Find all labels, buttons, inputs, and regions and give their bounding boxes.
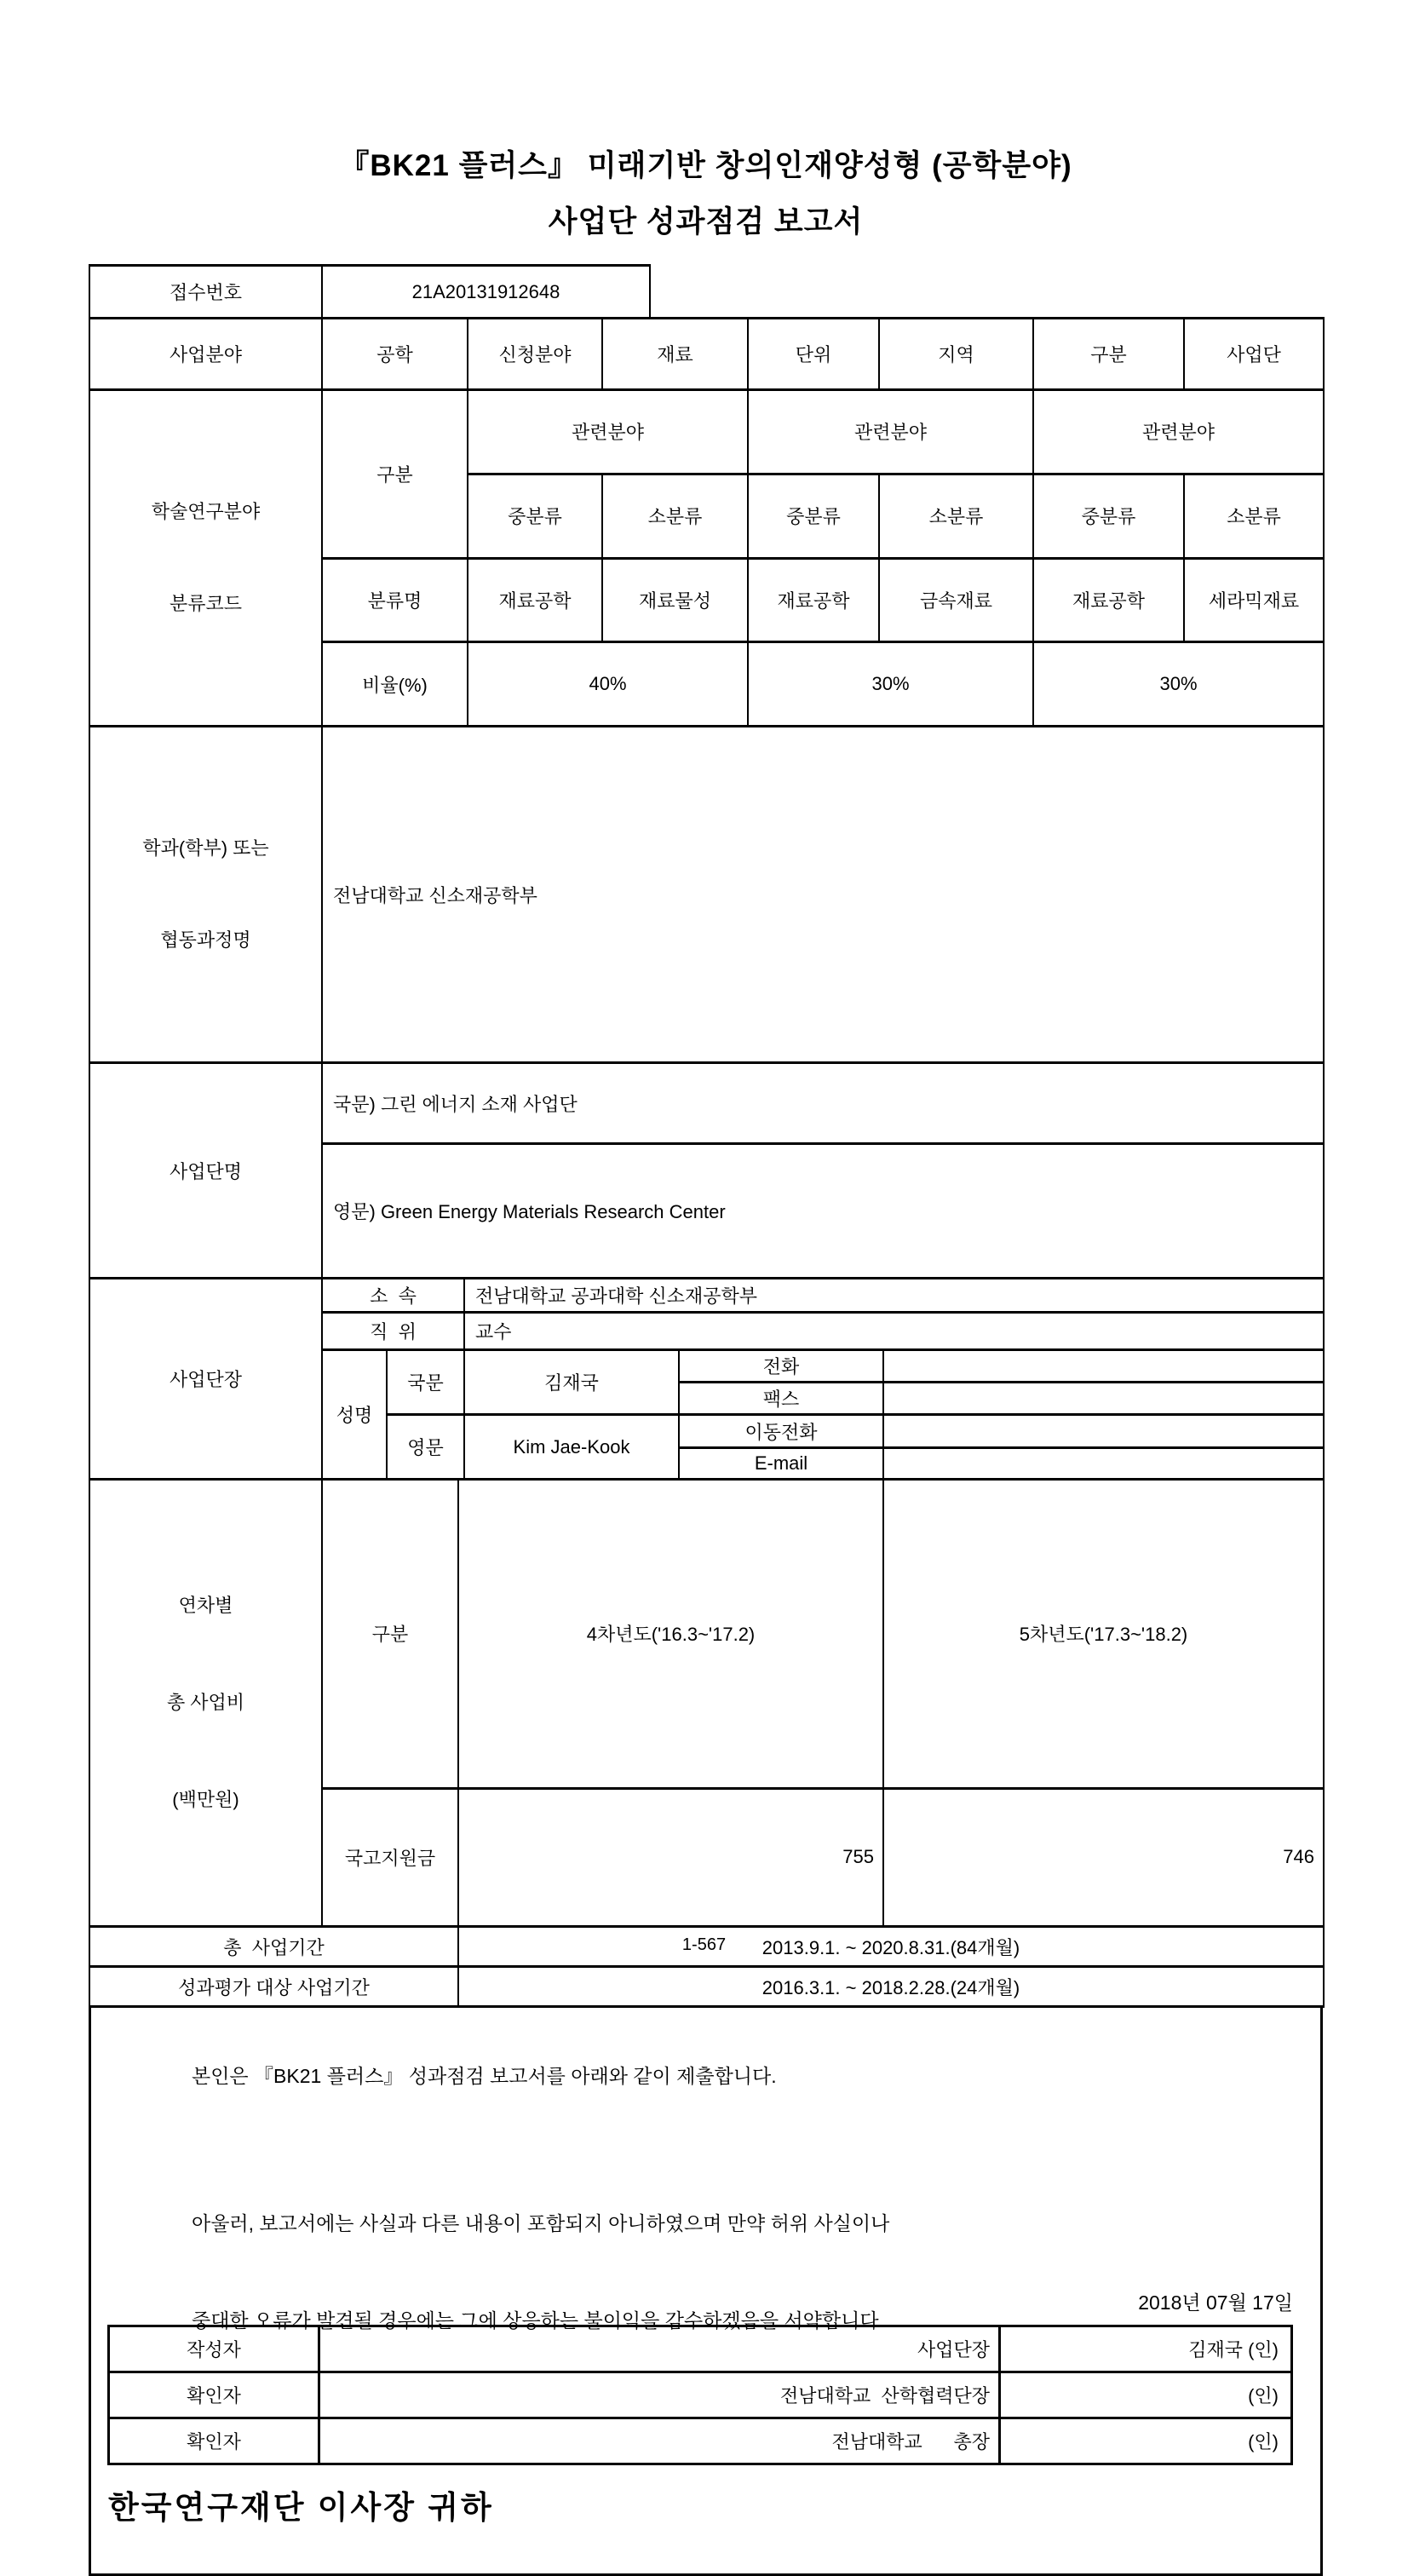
center-name-korean: 국문) 그린 에너지 소재 사업단: [322, 1063, 1324, 1144]
ratio-label: 비율(%): [322, 642, 468, 727]
ratio-value-1: 40%: [468, 642, 748, 727]
budget-gubun-label: 구분: [322, 1480, 458, 1789]
department-label: [89, 727, 322, 1063]
research-class-label-line1: 학술연구분야: [151, 501, 261, 522]
signature-table: [107, 2325, 1293, 2465]
receipt-number-label: 접수번호: [89, 266, 322, 319]
small-class-3: 소분류: [1184, 474, 1324, 558]
subsidy-year5-amount: 746: [883, 1788, 1324, 1926]
related-field-3: 관련분야: [1033, 390, 1324, 474]
small-class-1: 소분류: [602, 474, 748, 558]
eval-period-label: 성과평가 대상 사업기간: [89, 1967, 458, 2007]
fax-value: [883, 1383, 1324, 1415]
signature-row-writer: [109, 2326, 1292, 2372]
sector-value: 공학: [322, 319, 468, 390]
signature-row-confirmer-2: [109, 2418, 1292, 2464]
department-label-line1: 학과(학부) 또는: [142, 837, 269, 859]
total-period-value: 2013.9.1. ~ 2020.8.31.(84개월): [458, 1927, 1324, 1967]
writer-title: 사업단장: [319, 2326, 1000, 2372]
phone-label: 전화: [679, 1350, 883, 1383]
class-name-5: 재료공학: [1033, 558, 1184, 642]
ratio-value-3: 30%: [1033, 642, 1324, 727]
confirmer1-title: 전남대학교 산학협력단장: [319, 2372, 1000, 2418]
mid-class-1: 중분류: [468, 474, 602, 558]
subsidy-label: 국고지원금: [322, 1788, 458, 1926]
unit-value: 지역: [879, 319, 1033, 390]
total-period-label: 총 사업기간: [89, 1927, 458, 1967]
class-name-2: 재료물성: [602, 558, 748, 642]
eval-period-value: 2016.3.1. ~ 2018.2.28.(24개월): [458, 1967, 1324, 2007]
class-gubun-label: 구분: [322, 390, 468, 559]
name-label: 성명: [322, 1350, 387, 1480]
center-name-label: 사업단명: [89, 1063, 322, 1279]
class-name-6: 세라믹재료: [1184, 558, 1324, 642]
korean-name-label: 국문: [387, 1350, 464, 1415]
class-name-1: 재료공학: [468, 558, 602, 642]
form-content: [89, 264, 1323, 2576]
subsidy-year4-amount: 755: [458, 1788, 883, 1926]
sector-label: 사업분야: [89, 319, 322, 390]
title-line-1: 『BK21 플러스』 미래기반 창의인재양성형 (공학분야): [339, 149, 1072, 182]
director-table: [89, 1277, 1325, 1481]
declaration-box: [89, 2005, 1323, 2576]
division-value: 사업단: [1184, 319, 1324, 390]
title-line-2: 사업단 성과점검 보고서: [548, 205, 864, 239]
apply-field-label: 신청분야: [468, 319, 602, 390]
writer-sign: 김재국 (인): [1000, 2326, 1292, 2372]
apply-field-value: 재료: [602, 319, 748, 390]
document-title: [89, 138, 1323, 250]
fax-label: 팩스: [679, 1383, 883, 1415]
phone-value: [883, 1350, 1324, 1383]
declaration-paragraph-2-line1: 아울러, 보고서에는 사실과 다른 내용이 포함되지 아니하였으며 만약 허위 사실이나: [192, 2212, 890, 2234]
center-name-table: [89, 1061, 1325, 1279]
budget-label-line3: (백만원): [172, 1789, 239, 1810]
budget-year5-header: 5차년도('17.3~'18.2): [883, 1480, 1324, 1789]
research-class-label: [89, 390, 322, 727]
budget-label-line2: 총 사업비: [166, 1692, 245, 1713]
ratio-value-2: 30%: [748, 642, 1033, 727]
department-label-line2: 협동과정명: [160, 929, 251, 951]
position-value: 교수: [464, 1313, 1324, 1350]
director-label: 사업단장: [89, 1279, 322, 1480]
center-name-english: 영문) Green Energy Materials Research Center: [322, 1144, 1324, 1279]
email-label: E-mail: [679, 1448, 883, 1480]
english-name-value: Kim Jae-Kook: [464, 1415, 679, 1480]
receipt-table: [89, 264, 651, 319]
related-field-2: 관련분야: [748, 390, 1033, 474]
eval-period-table: [89, 1965, 1325, 2008]
writer-role-label: 작성자: [109, 2326, 319, 2372]
confirmer1-role-label: 확인자: [109, 2372, 319, 2418]
signature-row-confirmer-1: [109, 2372, 1292, 2418]
budget-label-line1: 연차별: [178, 1595, 233, 1616]
mid-class-2: 중분류: [748, 474, 879, 558]
budget-table: [89, 1478, 1325, 1928]
addressee-line: 한국연구재단 이사장 귀하: [108, 2490, 494, 2525]
english-name-label: 영문: [387, 1415, 464, 1480]
class-name-label: 분류명: [322, 558, 468, 642]
position-label: 직 위: [322, 1313, 464, 1350]
declaration-date: 2018년 07월 17일: [1138, 2291, 1293, 2314]
confirmer1-sign: (인): [1000, 2372, 1292, 2418]
class-name-4: 금속재료: [879, 558, 1033, 642]
related-field-1: 관련분야: [468, 390, 748, 474]
budget-year4-header: 4차년도('16.3~'17.2): [458, 1480, 883, 1789]
unit-label: 단위: [748, 319, 879, 390]
mobile-label: 이동전화: [679, 1415, 883, 1448]
confirmer2-role-label: 확인자: [109, 2418, 319, 2464]
declaration-paragraph-1: 본인은 『BK21 플러스』 성과점검 보고서를 아래와 같이 제출합니다.: [192, 2065, 777, 2087]
research-class-table: [89, 388, 1325, 727]
department-table: [89, 725, 1325, 1064]
confirmer2-sign: (인): [1000, 2418, 1292, 2464]
korean-name-value: 김재국: [464, 1350, 679, 1415]
class-name-3: 재료공학: [748, 558, 879, 642]
receipt-number-value: 21A20131912648: [322, 266, 650, 319]
category-table: [89, 317, 1325, 391]
email-value: [883, 1448, 1324, 1480]
department-value: 전남대학교 신소재공학부: [322, 727, 1324, 1063]
division-label: 구분: [1033, 319, 1184, 390]
small-class-2: 소분류: [879, 474, 1033, 558]
affiliation-value: 전남대학교 공과대학 신소재공학부: [464, 1279, 1324, 1313]
affiliation-label: 소 속: [322, 1279, 464, 1313]
declaration-paragraph-2-line2: 중대한 오류가 발견될 경우에는 그에 상응하는 불이익을 감수하겠음을 서약합니다.: [192, 2309, 884, 2332]
page-number: 1-567: [681, 1935, 727, 1954]
research-class-label-line2: 분류코드: [169, 593, 242, 614]
mid-class-3: 중분류: [1033, 474, 1184, 558]
mobile-value: [883, 1415, 1324, 1448]
confirmer2-title: 전남대학교 총장: [319, 2418, 1000, 2464]
budget-label: [89, 1480, 322, 1927]
